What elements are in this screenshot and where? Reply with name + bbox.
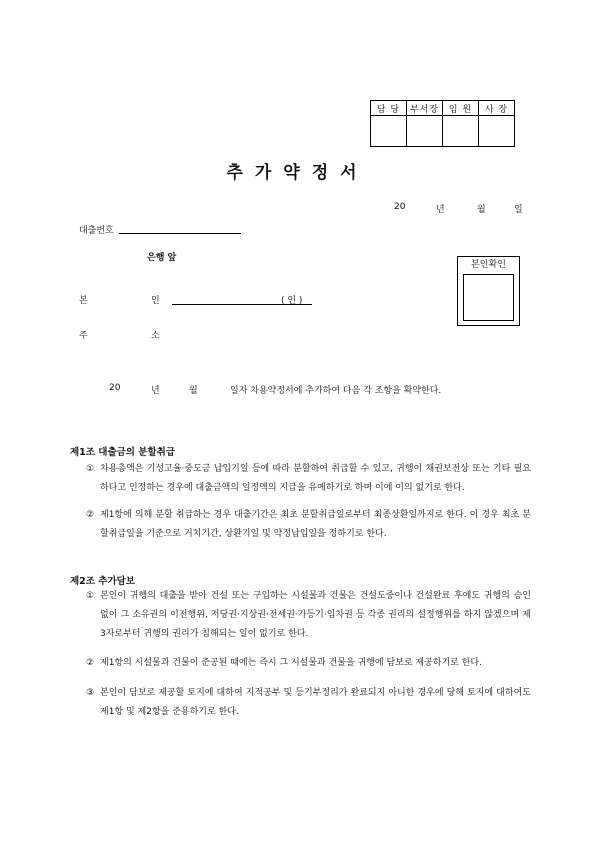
loan-number-label: 대출번호 (79, 226, 114, 236)
article1-heading: 제1조 대출금의 분할취급 (70, 447, 175, 458)
approval-header-manager: 담 당 (371, 101, 407, 116)
article1-item-1-number: ① (86, 464, 95, 474)
date-year: 20 (394, 202, 406, 212)
approval-sign-executive[interactable] (443, 116, 479, 147)
address-label-b: 소 (151, 331, 160, 341)
article2-item-1 (86, 587, 531, 647)
approval-header-executive: 임 원 (443, 101, 479, 116)
document-title: 추가약정서 (226, 163, 369, 183)
article2-item-2-text: 제1항의 시설물과 건물이 준공된 때에는 즉시 그 시설물과 건물을 귀행에 담보로 제공하기로 한다. (100, 658, 482, 668)
article2-item-3-number: ③ (86, 688, 95, 698)
article2-item-2-number: ② (86, 658, 95, 668)
article1-item-1 (86, 460, 531, 500)
seal-mark: ( 인 ) (281, 296, 303, 306)
article2-item-1-number: ① (86, 591, 95, 601)
approval-sign-dept-head[interactable] (407, 116, 443, 147)
article2-heading: 제2조 추가담보 (70, 576, 135, 587)
approval-header-president: 사 장 (479, 101, 515, 116)
intro-month-unit: 월 (189, 386, 198, 396)
article1-item-1-text: 차용총액은 기성고율·중도금 납입기일 등에 따라 분할하여 취급할 수 있고, 귀행이 채권보전상 또는 기타 필요하다고 인정하는 경우에 대출금액의 일정액의 지급을 유예하기로 하며 이에 이의 없기로 한다. (100, 464, 531, 493)
date-month-unit: 월 (477, 205, 486, 215)
article2-item-1-text: 본인이 귀행의 대출을 받아 건설 또는 구입하는 시설물과 건물은 건설도중이나 건설완료 후에도 귀행의 승인 없이 그 소유권의 이전행위, 저당권·지상권·전세권·가등기·임차권 등 각종 권리의 설정행위를 하지 않겠으며 제3자로부터 귀행의 권리가 침해되는 일이 없기로 한다. (100, 591, 531, 639)
article2-item-3-text: 본인이 담보로 제공할 토지에 대하여 지적공부 및 등기부정리가 완료되지 아니한 경우에 당해 토지에 대하여도 제1항 및 제2항을 준용하기로 한다. (100, 688, 531, 717)
signer-label-b: 인 (151, 296, 160, 306)
identity-check-box (457, 256, 520, 326)
bank-recipient: 은행 앞 (147, 253, 177, 263)
date-year-unit: 년 (436, 205, 445, 215)
approval-table (370, 100, 515, 147)
intro-year-unit: 년 (151, 386, 160, 396)
loan-number-field[interactable] (119, 222, 241, 234)
article1-item-2-text: 제1항에 의해 분할 취급하는 경우 대출기간은 최초 분할취급일로부터 최종상환일까지로 한다. 이 경우 최초 분할취급일을 기준으로 거치기간, 상환기일 및 약정납입일을 정하기로 한다. (100, 510, 531, 539)
article1-item-2 (86, 506, 531, 562)
approval-sign-manager[interactable] (371, 116, 407, 147)
signer-label-a: 본 (79, 296, 88, 306)
intro-year: 20 (109, 383, 121, 393)
approval-header-dept-head: 부서장 (407, 101, 443, 116)
address-label-a: 주 (79, 331, 88, 341)
approval-sign-president[interactable] (479, 116, 515, 147)
identity-check-label: 본인확인 (471, 260, 506, 270)
identity-check-area[interactable] (463, 274, 514, 321)
article2-item-3 (86, 684, 531, 724)
article1-item-2-number: ② (86, 510, 95, 520)
date-day-unit: 일 (514, 205, 523, 215)
intro-text: 일자 차용약정서에 추가하여 다음 각 조항을 확약한다. (230, 386, 442, 396)
